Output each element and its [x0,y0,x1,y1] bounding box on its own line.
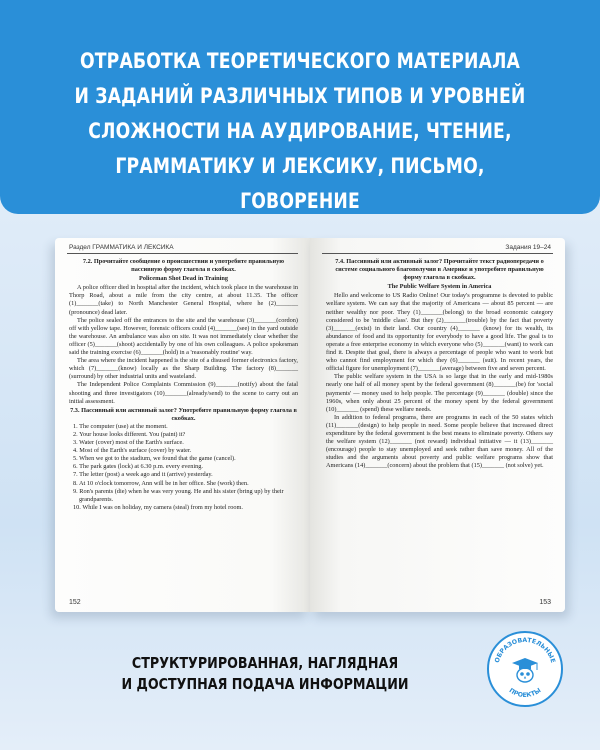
list-item: 2. Your house looks different. You (paint) it? [73,430,186,438]
publisher-logo [486,630,564,708]
paragraph: The area where the incident happened is the site of a disused former electronics factory, which (7)_______(know) locally as the Sharp Building. The factory (8)_______ (surround) by other industrial units and wasteland. [69,357,298,381]
header-rule [322,253,553,254]
left-page [55,238,310,612]
exercise-heading: 7.3. Пассивный или активный залог? Употребите правильную форму глагола в скобках. [70,406,297,422]
paragraph: The police sealed off the entrances to the site and the warehouse (3)_______(cordon) off with yellow tape. However, forensic officers could (4)_______(see) in the yard outside the warehouse. An ambulance was also on site. It was not immediately clear whether the officer (5)_______(shoot) accidentally by one of his own colleagues. A police spokesman said the training exercise (6)_______(hold) in a 'reasonably routine' way. [69,316,298,357]
exercise-heading: 7.2. Прочитайте сообщение о происшествии и употребите правильную пассивную форму глагола в скобках. [82,258,285,274]
list-item: 5. When we got to the stadium, we found that the game (cancel). [73,455,236,463]
right-page-text [326,258,553,470]
page-number-left: 152 [69,599,81,606]
running-head-left: Раздел ГРАММАТИКА И ЛЕКСИКА [69,244,174,251]
right-page [310,238,565,612]
article-title: The Public Welfare System in America [387,283,492,291]
list-item: 8. At 10 o'clock tomorrow, Ann will be in her office. She (work) then. [73,479,249,487]
paragraph: The public welfare system in the USA is so large that in the early and mid-1980s nearly one half of all money spent by the federal government (8)_______(be) for 'social payments' — money used to help people. The percentage (9)_______ (double) since the 1960s, when only about 25 percent of the money spent by the federal government (10)_______ (spend) these welfare needs. [326,373,553,413]
header-banner [0,0,600,214]
list-item: 9. Ron's parents (die) when he was very young. He and his sister (bring up) by their grandparents. [73,487,284,503]
list-item: 4. Most of the Earth's surface (cover) by water. [73,447,192,455]
left-page-text [69,258,298,512]
running-head-right: Задания 19–24 [505,244,551,251]
list-item: 3. Water (cover) most of the Earth's surface. [73,439,184,447]
logo-bottom-text: ПРОЕКТЫ [507,687,543,700]
paragraph: Hello and welcome to US Radio Online! Our today's programme is devoted to public welfare system. We can say that the majority of Americans — about 85 percent — are neither wealthy nor poor. They (1)_______(belong) to the broad economic category considered to be 'middle class'. But they (2)_______(trouble) by the fact that poverty (3)_______(exist) in their land. Our country (4)_______ (know) for its wealth, its abundance of food and its opportunity for everybody to have a good life. The goal is to operate a free enterprise economy in which everyone who (5)_______(want) to work can find it. Despite that goal, there is always a percentage of people who want to work but who cannot find employment for which they (6)_______ (suit). In recent years, the official figure for unemployment (7)_______(average) between five and seven percent. [326,292,553,373]
list-item: 10. While I was on holiday, my camera (steal) from my hotel room. [73,503,243,511]
headline: ОТРАБОТКА ТЕОРЕТИЧЕСКОГО МАТЕРИАЛА И ЗАДАНИЙ РАЗЛИЧНЫХ ТИПОВ И УРОВНЕЙ СЛОЖНОСТИ НА АУДИРОВАНИЕ, ЧТЕНИЕ, ГРАММАТИКУ И ЛЕКСИКУ, ПИСЬМО, ГОВОРЕНИЕ [74,49,526,213]
page-number-right: 153 [539,599,551,606]
header-rule [67,253,298,254]
list-item: 7. The letter (post) a week ago and it (arrive) yesterday. [73,471,213,479]
paragraph: A police officer died in hospital after the incident, which took place in the warehouse in Thorp Road, about a mile from the city centre, at about 11.35. The officer (1)_______(take) to North Manchester General Hospital, where he (2)_______ (pronounce) dead later. [69,284,298,316]
list-item: 1. The computer (use) at the moment. [73,422,168,430]
paragraph: In addition to federal programs, there are programs in each of the 50 states which (11)_______(design) to help people in need. Some people believe that increased direct expenditure by the federal government is the best means to eliminate poverty. Others say the welfare system (12)_______ (not reward) individual initiative — it (13)_______ (encourage) people to stay unemployed and seek rather than save money. All of the studies and the arguments about poverty and public welfare programs show that Americans (14)_______(concern) about the problem that (15)_______ (not solve) yet. [326,413,553,470]
list-item: 6. The park gates (lock) at 6.30 p.m. every evening. [73,463,203,471]
exercise-heading: 7.4. Пассивный или активный залог? Прочитайте текст радиопередачи о системе социального благополучия в Америке и употребите правильную форму глагола в скобках. [335,258,544,282]
open-book [55,238,565,612]
logo-top-text: ОБРАЗОВАТЕЛЬНЫЕ [493,636,557,664]
paragraph: The Independent Police Complaints Commission (9)_______(notify) about the fatal shooting and three investigators (10)_______(already/send) to the scene to carry out an initial assessment. [69,381,298,405]
article-title: Policeman Shot Dead in Training [139,275,228,283]
bottom-caption: СТРУКТУРИРОВАННАЯ, НАГЛЯДНАЯ И ДОСТУПНАЯ ПОДАЧА ИНФОРМАЦИИ [121,654,409,693]
